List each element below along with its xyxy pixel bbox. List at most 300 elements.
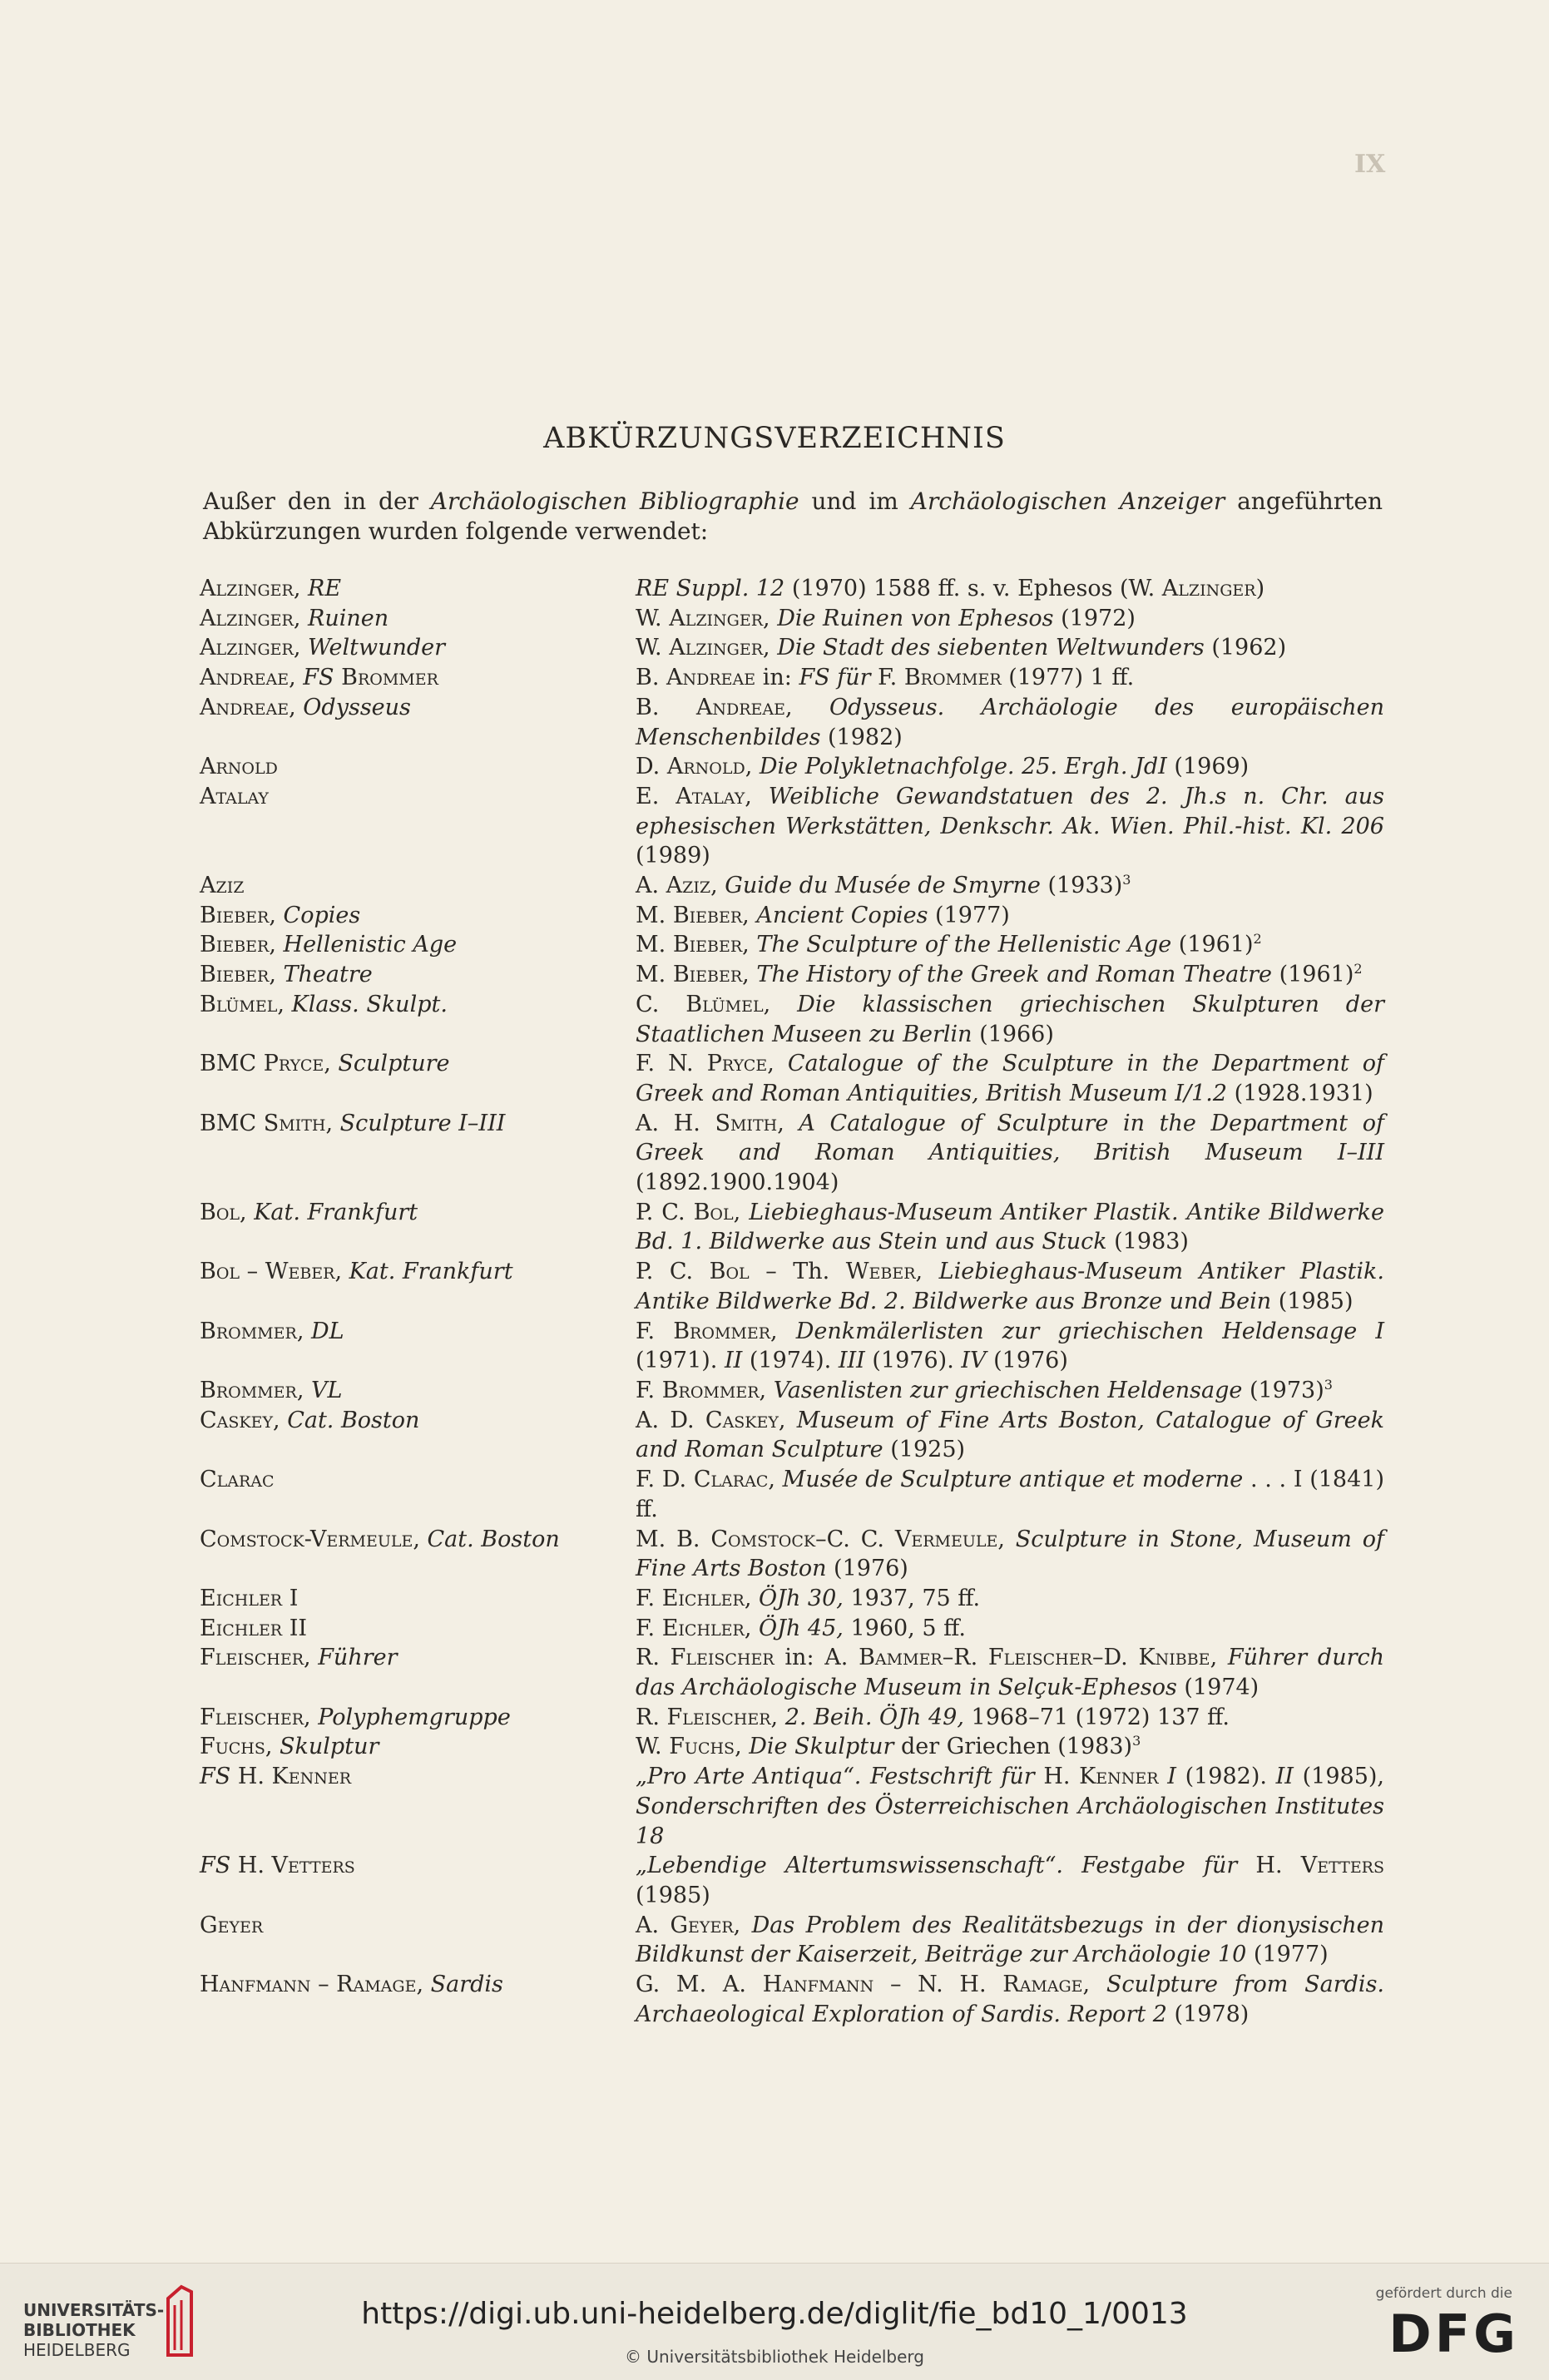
text-run: A Catalogue of Sculpture in the Department of Greek and Roman Antiquities, British Museum I–III <box>636 1110 1384 1166</box>
text-run: (1933) <box>1040 873 1123 899</box>
text-run: Eichler <box>661 1615 745 1641</box>
text-run: Musée de Sculpture antique et moderne <box>782 1467 1244 1493</box>
text-run: , <box>777 1110 799 1136</box>
text-run: F. <box>636 1585 662 1611</box>
text-run: M. <box>636 962 673 988</box>
text-run: (1985), <box>1293 1764 1384 1790</box>
abbreviation-entry <box>200 1970 1384 2029</box>
text-run: Bieber <box>200 902 270 928</box>
abbreviation-entry <box>200 693 1384 752</box>
text-run: Eichler <box>661 1585 745 1611</box>
text-run: Cat. Boston <box>427 1526 560 1552</box>
text-run: Andreae <box>200 665 290 691</box>
show-through-text <box>208 212 1381 402</box>
text-run: F. <box>636 1318 674 1344</box>
full-reference <box>636 960 1384 990</box>
library-name-line: BIBLIOTHEK <box>23 2320 136 2340</box>
text-run: , <box>767 1051 788 1077</box>
full-reference <box>636 990 1384 1049</box>
text-run: M. <box>636 902 673 928</box>
text-run: Arnold <box>200 754 278 780</box>
text-run: Brommer <box>341 665 438 691</box>
text-run: (1989) <box>636 843 710 869</box>
text-run: FS <box>303 665 334 691</box>
text-run <box>334 665 342 690</box>
full-reference <box>636 1049 1384 1108</box>
text-run: Archäologischen Bibliographie <box>430 487 799 515</box>
text-run: , <box>293 576 308 601</box>
full-reference <box>636 1703 1384 1733</box>
text-run: , <box>296 1377 311 1403</box>
text-run: Caskey <box>200 1407 274 1433</box>
text-run: (1976). <box>864 1348 962 1374</box>
text-run: , <box>269 932 284 958</box>
funding-label: gefördert durch die <box>1375 2285 1512 2302</box>
text-run: (1970) 1588 ff. s. v. Ephesos (W. <box>784 576 1162 601</box>
abbreviation <box>200 1762 636 1851</box>
text-run: Ramage <box>1002 1972 1083 1998</box>
abbreviation <box>200 574 636 604</box>
permalink-url[interactable]: https://digi.ub.uni-heidelberg.de/diglit/fie_bd10_1/0013 <box>361 2297 1188 2331</box>
abbreviation-entry <box>200 1109 1384 1198</box>
text-run: M. B. <box>636 1526 711 1552</box>
text-run: Sonderschriften des Österreichischen Archäologischen Institutes 18 <box>636 1793 1384 1849</box>
text-run: Liebieghaus-Museum Antiker Plastik. Antike Bildwerke Bd. 1. Bildwerke aus Stein und aus Stuck <box>636 1199 1384 1255</box>
text-run: Vermeule <box>894 1526 998 1552</box>
text-run: Catalogue of the Sculpture in the Department of Greek and Roman Antiquities, British Museum I/1.2 <box>636 1051 1384 1106</box>
text-run: (1978) <box>1166 2001 1250 2027</box>
abbreviation <box>200 990 636 1049</box>
text-run: 3 <box>1132 1733 1141 1749</box>
text-run: angeführten Abkürzungen wurden folgende verwendet: <box>203 487 1383 545</box>
text-run: (1983) <box>1106 1229 1189 1255</box>
text-run: , <box>277 991 292 1017</box>
abbreviation <box>200 1406 636 1465</box>
text-run: A. <box>636 873 666 899</box>
abbreviation-entry <box>200 871 1384 901</box>
full-reference <box>636 871 1384 901</box>
text-run: , <box>293 635 308 661</box>
text-run: Knibbe <box>1138 1645 1210 1671</box>
text-run: Polyphemgruppe <box>318 1704 511 1730</box>
abbreviation <box>200 1317 636 1376</box>
text-run: R. <box>636 1704 667 1730</box>
text-run: Cat. Boston <box>287 1407 420 1433</box>
text-run: in: <box>755 665 799 691</box>
text-run: , <box>742 932 757 958</box>
abbreviation <box>200 1257 636 1316</box>
text-run: Bol – Weber <box>200 1259 335 1285</box>
text-run: , <box>745 754 760 780</box>
text-run: , <box>763 991 798 1017</box>
text-run: Liebieghaus-Museum Antiker Plastik. Antike Bildwerke Bd. 2. Bildwerke aus Bronze und Bein <box>636 1259 1384 1314</box>
abbreviation <box>200 1643 636 1702</box>
text-run: (1928.1931) <box>1227 1080 1373 1106</box>
text-run: III <box>838 1348 865 1374</box>
abbreviation-entry <box>200 960 1384 990</box>
text-run: Bammer <box>859 1645 943 1671</box>
text-run: , <box>269 962 284 988</box>
full-reference <box>636 633 1384 663</box>
text-run <box>1159 1764 1168 1789</box>
text-run: , <box>770 1704 785 1730</box>
text-run: , <box>733 1912 752 1938</box>
text-run: Eichler <box>200 1585 283 1611</box>
full-reference <box>636 1911 1384 1970</box>
text-run: in: A. <box>774 1645 859 1671</box>
text-run: Geyer <box>200 1912 264 1938</box>
text-run: , <box>778 1407 797 1433</box>
text-run: I <box>282 1585 299 1611</box>
full-reference <box>636 1465 1384 1524</box>
text-run: (1982) <box>820 724 903 750</box>
text-run: 1968–71 (1972) 137 ff. <box>963 1704 1230 1730</box>
text-run: Hanfmann <box>762 1972 874 1998</box>
text-run: E. <box>636 783 676 809</box>
text-run: Alzinger <box>669 605 764 631</box>
text-run: Hellenistic Age <box>283 932 458 958</box>
text-run: Bol <box>693 1199 734 1225</box>
text-run: (1974) <box>1176 1675 1259 1701</box>
text-run: B. <box>636 665 667 691</box>
text-run: , <box>289 665 304 691</box>
text-run: Brommer <box>200 1318 297 1344</box>
text-run: Außer den in der <box>203 487 431 515</box>
text-run: Bieber <box>200 932 270 958</box>
text-run: Bol <box>200 1199 240 1225</box>
full-reference <box>636 1406 1384 1465</box>
text-run: , <box>785 694 830 720</box>
text-run: IV <box>961 1348 987 1374</box>
text-run: Brommer <box>200 1377 297 1403</box>
full-reference <box>636 1643 1384 1702</box>
abbreviation <box>200 1465 636 1524</box>
abbreviation-entry <box>200 1643 1384 1702</box>
full-reference <box>636 930 1384 960</box>
full-reference <box>636 1584 1384 1614</box>
text-run: (1966) <box>972 1021 1054 1047</box>
text-run: G. M. A. <box>636 1972 763 1998</box>
text-run: Arnold <box>666 754 745 780</box>
abbreviation-entry <box>200 1376 1384 1406</box>
abbreviation-entry <box>200 901 1384 931</box>
text-run: F. <box>636 1615 662 1641</box>
text-run: Führer <box>318 1645 398 1671</box>
text-run: Andreae <box>666 665 756 691</box>
text-run: , <box>289 694 304 720</box>
text-run: Blümel <box>200 991 278 1017</box>
text-run: Brommer <box>903 665 1002 691</box>
full-reference <box>636 1851 1384 1910</box>
text-run: , <box>416 1972 431 1998</box>
text-run: Kenner <box>1079 1764 1159 1790</box>
text-run: R. <box>636 1645 671 1671</box>
library-name-line: HEIDELBERG <box>23 2340 131 2360</box>
text-run: Pryce <box>706 1051 768 1077</box>
text-run: , <box>1082 1972 1106 1998</box>
text-run: . . . I (1841) ff. <box>636 1467 1385 1522</box>
abbreviation <box>200 782 636 871</box>
text-run: Kenner <box>271 1764 351 1790</box>
text-run: Skulptur <box>280 1734 379 1760</box>
text-run: Caskey <box>705 1407 779 1433</box>
abbreviation <box>200 871 636 901</box>
text-run: (1961) <box>1272 962 1354 988</box>
full-reference <box>636 1376 1384 1406</box>
text-run: , <box>745 783 769 809</box>
text-run: , <box>744 1615 759 1641</box>
abbreviation-entry <box>200 663 1384 693</box>
text-run: (1971). <box>636 1348 725 1374</box>
text-run: 1937, 75 ff. <box>843 1585 981 1611</box>
abbreviation-entry <box>200 604 1384 634</box>
text-run: W. <box>636 635 670 661</box>
text-run: Geyer <box>670 1912 734 1938</box>
text-run: Smith <box>263 1110 326 1136</box>
text-run: Fleischer <box>666 1704 771 1730</box>
text-run: Sardis <box>430 1972 503 1998</box>
abbreviation-entry <box>200 930 1384 960</box>
abbreviation <box>200 693 636 752</box>
abbreviation <box>200 1376 636 1406</box>
text-run: Blümel <box>685 991 764 1017</box>
abbreviation-entry <box>200 1198 1384 1257</box>
text-run: , <box>1210 1645 1228 1671</box>
library-name-line: UNIVERSITÄTS- <box>23 2300 165 2320</box>
text-run: Atalay <box>200 783 269 809</box>
text-run: (1977) <box>928 902 1010 928</box>
text-run: und im <box>799 487 911 515</box>
text-run: FS für <box>799 665 871 691</box>
full-reference <box>636 693 1384 752</box>
text-run: ) <box>1255 576 1265 601</box>
abbreviation <box>200 1851 636 1910</box>
text-run: , <box>768 1467 783 1493</box>
abbreviation <box>200 633 636 663</box>
text-run: Kat. Frankfurt <box>254 1199 418 1225</box>
text-run: Sculpture from Sardis. Archaeological Exploration of Sardis. Report 2 <box>636 1972 1385 2027</box>
text-run: Kat. Frankfurt <box>349 1259 513 1285</box>
full-reference <box>636 1762 1384 1851</box>
abbreviation-entry <box>200 1851 1384 1910</box>
text-run: Andreae <box>695 694 785 720</box>
text-run: „Lebendige Altertumswissenschaft“. Festgabe für <box>636 1853 1238 1879</box>
full-reference <box>636 1109 1384 1198</box>
dfg-logo[interactable]: DFG <box>1388 2303 1519 2364</box>
text-run: , <box>742 902 757 928</box>
abbreviation-entry <box>200 1732 1384 1762</box>
intro-paragraph <box>203 487 1383 547</box>
text-run: 3 <box>1324 1376 1333 1393</box>
text-run: Alzinger <box>200 605 294 631</box>
text-run: (1892.1900.1904) <box>636 1170 839 1196</box>
text-run: Weibliche Gewandstatuen des 2. Jh.s n. Chr. aus ephesischen Werkstätten, Denkschr. Ak. Wien. Phil.-hist. Kl. 206 <box>636 783 1385 839</box>
text-run: VL <box>310 1377 343 1403</box>
copyright-notice: © Universitätsbibliothek Heidelberg <box>624 2347 924 2367</box>
text-run: (1977) 1 ff. <box>1001 665 1135 691</box>
text-run: , <box>273 1407 288 1433</box>
text-run: Odysseus. Archäologie des europäischen Menschenbildes <box>636 694 1384 750</box>
text-run: Bieber <box>200 962 270 988</box>
page-number: IX <box>1354 150 1386 179</box>
text-run: Comstock-Vermeule <box>200 1526 413 1552</box>
text-run: , <box>240 1199 255 1225</box>
text-run: RE Suppl. 12 <box>636 576 785 601</box>
text-run: Die Ruinen von Ephesos <box>777 605 1054 631</box>
text-run: (1973) <box>1242 1377 1324 1403</box>
text-run: A. D. <box>636 1407 705 1433</box>
text-run: 2 <box>1253 931 1262 948</box>
text-run: , <box>763 635 778 661</box>
text-run: (1977) <box>1246 1942 1329 1968</box>
text-run: Clarac <box>693 1467 769 1493</box>
abbreviation-entry <box>200 782 1384 871</box>
full-reference <box>636 1970 1384 2029</box>
text-run: , <box>733 1199 750 1225</box>
text-run: Die Stadt des siebenten Weltwunders <box>777 635 1205 661</box>
abbreviation-entry <box>200 1257 1384 1316</box>
text-run: The Sculpture of the Hellenistic Age <box>756 932 1172 958</box>
text-run: Bieber <box>672 902 743 928</box>
text-run: II <box>724 1348 743 1374</box>
full-reference <box>636 574 1384 604</box>
text-run: Fleischer <box>987 1645 1092 1671</box>
text-run: Odysseus <box>303 694 411 720</box>
text-run: II <box>282 1615 308 1641</box>
text-run: Fleischer <box>670 1645 774 1671</box>
text-run: RE <box>307 576 342 601</box>
abbreviation <box>200 1109 636 1198</box>
abbreviation-entry <box>200 1465 1384 1524</box>
text-run: Alzinger <box>200 576 294 601</box>
text-run: ÖJh 45, <box>759 1615 844 1641</box>
text-run: Weltwunder <box>307 635 446 661</box>
text-run: (1962) <box>1204 635 1287 661</box>
abbreviation-entry <box>200 574 1384 604</box>
full-reference <box>636 604 1384 634</box>
text-run: Weber <box>845 1259 916 1285</box>
full-reference <box>636 901 1384 931</box>
text-run: Atalay <box>676 783 745 809</box>
abbreviation <box>200 604 636 634</box>
full-reference <box>636 1257 1384 1316</box>
abbreviation <box>200 960 636 990</box>
text-run: 2 <box>1354 961 1363 977</box>
text-run: Alzinger <box>1161 576 1256 601</box>
text-run: FS <box>200 1853 231 1879</box>
text-run: F. N. <box>636 1051 707 1077</box>
text-run: (1972) <box>1053 605 1136 631</box>
abbreviation <box>200 930 636 960</box>
abbreviation-entry <box>200 752 1384 782</box>
text-run: C. <box>636 991 686 1017</box>
text-run: , <box>293 605 308 631</box>
text-run: , <box>413 1526 428 1552</box>
text-run: , <box>735 1734 750 1760</box>
full-reference <box>636 1732 1384 1762</box>
text-run: , <box>742 962 757 988</box>
text-run: P. C. <box>636 1259 710 1285</box>
text-run: Denkmälerlisten zur griechischen Heldensage I <box>795 1318 1384 1344</box>
text-run: (1976) <box>986 1348 1068 1374</box>
full-reference <box>636 1198 1384 1257</box>
text-run: Alzinger <box>669 635 764 661</box>
text-run: I <box>1167 1764 1176 1790</box>
full-reference <box>636 1525 1384 1584</box>
text-run: – Th. <box>749 1259 846 1285</box>
full-reference <box>636 1317 1384 1376</box>
text-run: W. <box>636 1734 670 1760</box>
text-run: Fuchs <box>200 1734 265 1760</box>
text-run: F. <box>870 665 904 691</box>
abbreviation-entry <box>200 633 1384 663</box>
abbreviation-entry <box>200 1703 1384 1733</box>
abbreviation-entry <box>200 1762 1384 1851</box>
text-run: H. <box>230 1764 272 1790</box>
text-run: (1969) <box>1166 754 1250 780</box>
text-run: Bieber <box>672 932 743 958</box>
text-run: P. C. <box>636 1199 694 1225</box>
abbreviation-entry <box>200 1614 1384 1644</box>
text-run: , <box>304 1645 319 1671</box>
text-run: , <box>997 1526 1016 1552</box>
text-run: (1985) <box>1271 1288 1354 1314</box>
abbreviation-entry <box>200 1584 1384 1614</box>
abbreviation <box>200 1049 636 1108</box>
text-run: H. <box>1034 1764 1080 1790</box>
text-run: , <box>265 1734 280 1760</box>
text-run: Hanfmann – Ramage <box>200 1972 417 1998</box>
text-run: Aziz <box>200 873 245 899</box>
text-run: , <box>744 1585 759 1611</box>
text-run: Museum of Fine Arts Boston, Catalogue of Greek and Roman Sculpture <box>636 1407 1384 1463</box>
text-run: Vetters <box>1300 1853 1385 1879</box>
text-run: Brommer <box>661 1377 760 1403</box>
abbreviation <box>200 1198 636 1257</box>
text-run: –C. C. <box>815 1526 895 1552</box>
text-run: Comstock <box>710 1526 816 1552</box>
text-run: Fleischer <box>200 1704 304 1730</box>
text-run: (1985) <box>636 1882 710 1908</box>
text-run: (1925) <box>883 1437 966 1463</box>
text-run: – N. H. <box>873 1972 1003 1998</box>
text-run: (1961) <box>1171 932 1254 958</box>
text-run: 2. Beih. ÖJh 49, <box>784 1704 964 1730</box>
text-run: Vasenlisten zur griechischen Heldensage <box>773 1377 1243 1403</box>
text-run: , <box>763 605 778 631</box>
abbreviation-entry <box>200 1525 1384 1584</box>
text-run: 3 <box>1122 872 1131 888</box>
text-run: Clarac <box>200 1467 275 1493</box>
text-run: Sculpture I–III <box>339 1110 506 1136</box>
text-run: , <box>770 1318 796 1344</box>
abbreviation-entry <box>200 1049 1384 1108</box>
text-run: „Pro Arte Antiqua“. Festschrift für <box>636 1764 1035 1790</box>
text-run: D. <box>636 754 667 780</box>
text-run: Ancient Copies <box>756 902 928 928</box>
page-title: ABKÜRZUNGSVERZEICHNIS <box>543 422 1006 455</box>
text-run: B. <box>636 694 696 720</box>
text-run: Fleischer <box>200 1645 304 1671</box>
text-run: –R. <box>942 1645 988 1671</box>
text-run: (1974). <box>742 1348 839 1374</box>
text-run: Theatre <box>283 962 373 988</box>
abbreviation <box>200 663 636 693</box>
text-run: Die klassischen griechischen Skulpturen der Staatlichen Museen zu Berlin <box>636 991 1384 1047</box>
abbreviation <box>200 1970 636 2029</box>
abbreviation <box>200 1732 636 1762</box>
text-run: Ruinen <box>307 605 389 631</box>
